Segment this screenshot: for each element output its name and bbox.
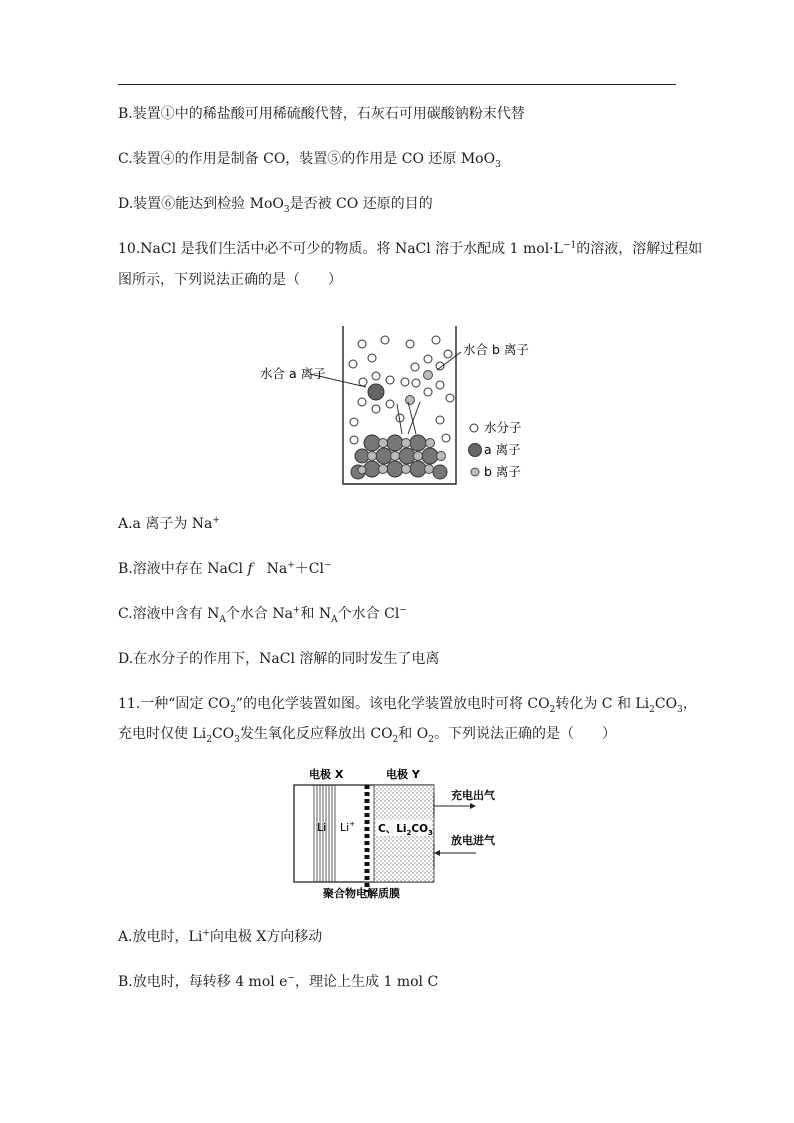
q9-option-d: D.装置⑥能达到检验 MoO$_3$是否被 CO 还原的目的 xyxy=(118,196,433,215)
label-electrode-x: 电极 X xyxy=(309,768,344,781)
q11-electrochemical-device-figure xyxy=(288,764,508,904)
q9-option-c: C.装置④的作用是制备 CO，装置⑤的作用是 CO 还原 MoO$_3$ xyxy=(118,151,501,170)
q10-nacl-dissolution-figure xyxy=(250,322,550,488)
q10-option-b: B.溶液中存在 NaCl f Na+＋Cl− xyxy=(118,560,332,577)
water-molecules xyxy=(349,336,454,444)
q9-option-b: B.装置①中的稀盐酸可用稀硫酸代替，石灰石可用碳酸钠粉末代替 xyxy=(118,106,525,122)
q11-option-a: A.放电时，Li+向电极 X方向移动 xyxy=(118,928,323,945)
legend-a-label: a 离子 xyxy=(484,442,521,457)
header-rule xyxy=(118,84,676,85)
legend-b-ion xyxy=(471,464,521,479)
label-discharge-in: 放电进气 xyxy=(451,834,495,847)
legend-water-label: 水分子 xyxy=(484,420,522,435)
label-charge-out: 充电出气 xyxy=(451,789,495,802)
legend-water xyxy=(470,420,522,435)
nacl-crystal-lattice xyxy=(351,435,447,479)
label-li-ion: Li+ xyxy=(340,820,356,834)
q11-option-b: B.放电时，每转移 4 mol e−，理论上生成 1 mol C xyxy=(118,973,439,990)
hydrated-a-ion xyxy=(358,372,394,413)
q10-stem-line1: 10.NaCl 是我们生活中必不可少的物质。将 NaCl 溶于水配成 1 $mol\cdot L^{-1}$的溶液，溶解过程如 xyxy=(118,240,703,257)
legend-b-label: b 离子 xyxy=(484,464,521,479)
q10-option-c: C.溶液中含有 $N_A$个水合 Na+和 $N_A$个水合 Cl− xyxy=(118,605,407,625)
q11-stem-line1: 11.一种“固定 $CO_2$”的电化学装置如图。该电化学装置放电时可将 $CO_2$转化为 C 和 $Li_2CO_3$， xyxy=(118,696,697,715)
label-membrane: 聚合物电解质膜 xyxy=(323,887,400,900)
label-li-metal: Li xyxy=(317,821,327,834)
label-hydrated-b-ion: 水合 b 离子 xyxy=(463,342,529,357)
label-electrode-y: 电极 Y xyxy=(386,768,420,781)
q11-stem-line2: 充电时仅使 $Li_2CO_3$发生氧化反应释放出 $CO_2$和 $O_2$。下列说法正确的是（ ） xyxy=(118,726,616,745)
q10-stem-line2: 图所示，下列说法正确的是（ ） xyxy=(118,272,342,288)
hydrated-b-ion xyxy=(406,355,445,405)
legend-a-ion xyxy=(469,442,521,457)
label-cathode-material: C、$Li_2CO_3$ xyxy=(378,823,433,837)
label-hydrated-a-ion: 水合 a 离子 xyxy=(260,366,326,381)
q10-option-d: D.在水分子的作用下，NaCl 溶解的同时发生了电离 xyxy=(118,651,440,667)
q10-option-a: A.a 离子为 Na+ xyxy=(118,515,220,532)
